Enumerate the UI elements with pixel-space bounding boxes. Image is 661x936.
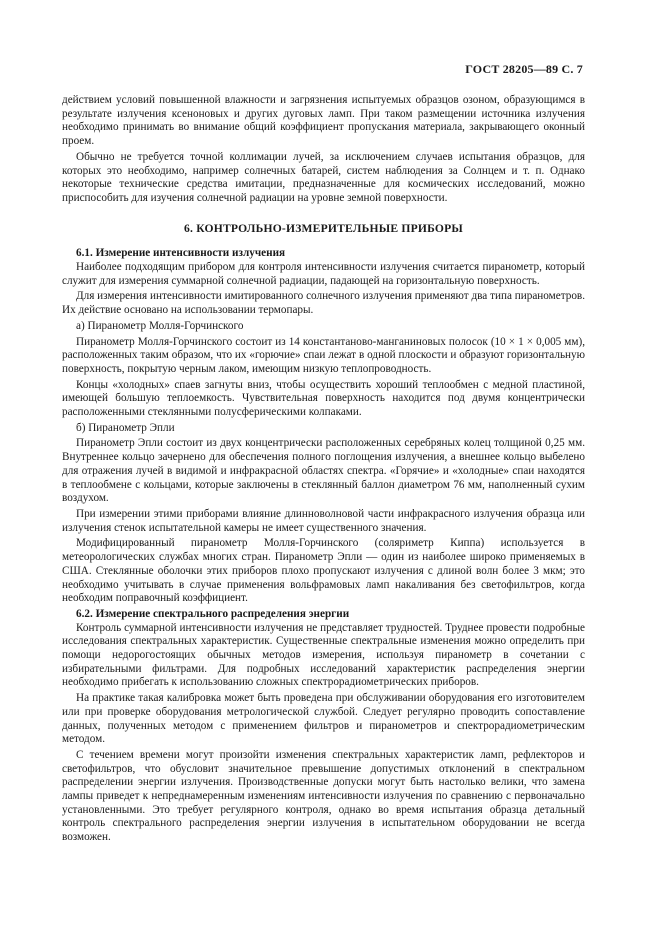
paragraph: Пиранометр Молля-Горчинского состоит из 14 константаново-манганиновых полосок (10 × 1 × 0,005 мм), расположенных таким образом, что их «горючие» спаи лежат в одной плоскости и образуют горизонтальную поверхность, покрытую черным лаком, имеющим низкую теплопроводность. xyxy=(62,335,585,375)
body-text xyxy=(62,94,585,847)
paragraph: Пиранометр Эпли состоит из двух концентрически расположенных серебряных колец толщиной 0,25 мм. Внутреннее кольцо зачернено для обеспечения полного поглощения излучения, а внешнее кольцо выбелено для отражения лучей в видимой и инфракрасной областях спектра. «Горячие» и «холодные» спаи находятся в теплообмене с кольцами, которые заключены в стеклянный баллон диаметром 76 мм, наполненный сухим воздухом. xyxy=(62,437,585,505)
paragraph: Для измерения интенсивности имитированного солнечного излучения применяют два типа пиранометров. Их действие основано на использовании термопары. xyxy=(62,290,585,317)
paragraph: Наиболее подходящим прибором для контроля интенсивности излучения считается пиранометр, который служит для измерения суммарной солнечной радиации, падающей на горизонтальную поверхность. xyxy=(62,261,585,287)
paragraph: Концы «холодных» спаев загнуты вниз, чтобы осуществить хороший теплообмен с медной пластиной, имеющей большую теплоемкость. Чувствительная поверхность находится под двумя концентрически расположенными стеклянными полусферическими колпаками. xyxy=(62,378,585,419)
page-header: ГОСТ 28205—89 С. 7 xyxy=(465,62,583,76)
paragraph: Обычно не требуется точной коллимации лучей, за исключением случаев испытания образцов, для которых это необходимо, например солнечных батарей, систем наблюдения за Солнцем и т. п. Однако некоторые технические средства имитации, предназначенные для космических исследований, можно приспособить для изучения солнечной радиации на уровне земной поверхности. xyxy=(62,150,585,204)
paragraph: С течением времени могут произойти изменения спектральных характеристик ламп, рефлекторов и светофильтров, что обусловит значительное превышение допустимых отклонений в спектральном распределении энергии излучения. Производственные допуски могут быть настолько велики, что замена лампы приведет к непреднамеренным изменениям интенсивности излучения по сравнению с первоначально установленными. Это требует регулярного контроля, однако во время испытания образца детальный контроль спектрального распределения энергии излучения в испытательном оборудовании не всегда возможен. xyxy=(62,748,585,844)
paragraph: Контроль суммарной интенсивности излучения не представляет трудностей. Труднее провести подробные исследования спектральных характеристик. Существенные спектральные изменения можно определить при помощи недорогостоящих обычных методов измерения, используя пиранометр в сочетании с избирательными фильтрами. Для подробных исследований характеристик распределения энергии необходимо прибегать к использованию сложных спектрорадиометрических приборов. xyxy=(62,621,585,689)
paragraph: На практике такая калибровка может быть проведена при обслуживании оборудования его изготовителем или при проверке оборудования метрологической службой. Следует регулярно проводить сопоставление данных, полученных методом с применением фильтров и пиранометров и спектрорадиометрическим методом. xyxy=(62,692,585,746)
section-heading: 6. КОНТРОЛЬНО-ИЗМЕРИТЕЛЬНЫЕ ПРИБОРЫ xyxy=(184,221,463,235)
list-item: а) Пиранометр Молля-Горчинского xyxy=(76,319,244,332)
paragraph: действием условий повышенной влажности и загрязнения испытуемых образцов озоном, образующимся в результате излучения ксеноновых и других дуговых ламп. При таком размещении источника излучения необходимо принимать во внимание общий коэффициент пропускания материала, закрывающего оконный проем. xyxy=(62,94,585,148)
list-item: б) Пиранометр Эпли xyxy=(76,421,175,434)
paragraph: Модифицированный пиранометр Молля-Горчинского (соляриметр Киппа) используется в метеорологических службах многих стран. Пиранометр Эпли — один из наиболее широко применяемых в США. Стеклянные оболочки этих приборов плохо пропускают излучения с длиной волн более 3 мкм; это необходимо учитывать в случае применения вольфрамовых ламп накаливания без светофильтров, когда необходим поправочный коэффициент. xyxy=(62,537,585,605)
subsection-heading: 6.2. Измерение спектрального распределения энергии xyxy=(76,607,350,620)
paragraph: При измерении этими приборами влияние длинноволновой части инфракрасного излучения образца или излучения стенок испытательной камеры не имеет существенного значения. xyxy=(62,507,585,534)
subsection-heading: 6.1. Измерение интенсивности излучения xyxy=(76,247,286,260)
